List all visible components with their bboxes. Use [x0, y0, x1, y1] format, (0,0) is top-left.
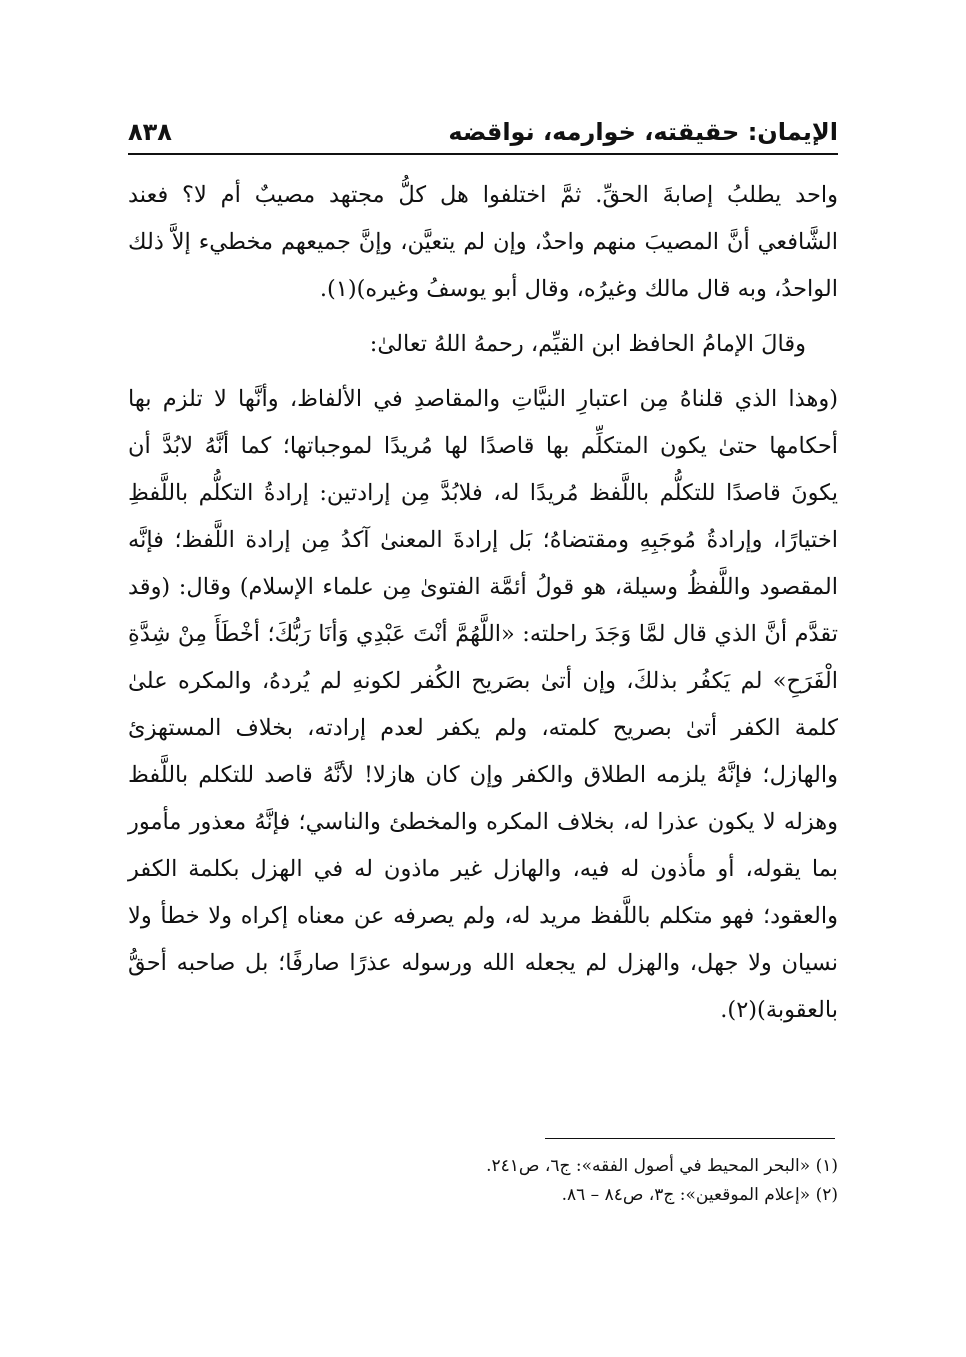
footnote-1: (١) «البحر المحيط في أصول الفقه»: ج٦، ص٢٤١. — [486, 1156, 838, 1176]
running-title: الإيمان: حقيقته، خوارمه، نواقضه — [448, 118, 838, 146]
running-header — [128, 112, 838, 152]
footnote-2: (٢) «إعلام الموقعين»: ج٣، ص٨٤ – ٨٦. — [561, 1185, 838, 1205]
paragraph-intro: وقالَ الإمامُ الحافظ ابن القيِّم، رحمهُ اللهُ تعالىٰ: — [369, 331, 806, 357]
header-divider — [128, 153, 838, 155]
paragraph-quotation: (وهذا الذي قلناهُ مِن اعتبارِ النيَّاتِ والمقاصدِ في الألفاظ، وأنَّها لا تلزم بها أحكامها حتىٰ يكون المتكلِّم بها قاصدًا لها مُريدًا لموجباتها؛ كما أنَّهُ لابُدَّ أن يكونَ قاصدًا للتكلُّم باللَّفظ مُريدًا له، فلابُدَّ مِن إرادتين: إرادةُ التكلُّم باللَّفظِ اختيارًا، وإرادةُ مُوجَبِهِ ومقتضاهُ؛ بَل إرادةَ المعنىٰ آكدُ مِن إرادة اللَّفظ؛ فإنَّه المقصود واللَّفظُ وسيلة، هو قولُ أئمَّة الفتوىٰ مِن علماء الإسلام) وقال: (وقد تقدَّم أنَّ الذي قال لمَّا وَجَدَ راحلته: «اللَّهُمَّ أنْتَ عَبْدِي وَأنَا رَبُّكَ؛ أخْطَأَ مِنْ شِدَّةِ الْفَرَحِ» لم يَكفُر بذلكَ، وإن أتىٰ بصَريح الكُفر لكونهِ لم يُردهُ، والمكره علىٰ كلمة الكفر أتىٰ بصريح كلمته، ولم يكفر لعدم إرادته، بخلاف المستهزئ والهازل؛ فإنَّهُ يلزمه الطلاق والكفر وإن كان هازلا! لأنَّهُ قاصد للتكلم باللَّفظ وهزله لا يكون عذرا له، بخلاف المكره والمخطئ والناسي؛ فإنَّهُ معذور مأمور بما يقوله، أو مأذون له فيه، والهازل غير ماذون له في الهزل بكلمة الكفر والعقود؛ فهو متكلم باللَّفظ مريد له، ولم يصرفه عن معناه إكراه ولا خطأ ولا نسيان ولا جهل، والهزل لم يجعله الله ورسوله عذرًا صارفًا؛ بل صاحبه أحقُّ بالعقوبة)(٢). — [128, 386, 838, 1023]
paragraph-continuation: واحد يطلبُ إصابةَ الحقِّ. ثمَّ اختلفوا هل كلُّ مجتهد مصيبٌ أم لا؟ فعند الشَّافعي أنَّ المصيبَ منهم واحدٌ، وإن لم يتعيَّن، وإنَّ جميعهم مخطيء إلاَّ ذلك الواحدُ، وبه قال مالك وغيرُه، وقال أبو يوسفُ وغيره)(١). — [128, 182, 838, 302]
footnotes — [128, 1152, 838, 1210]
page-number: ٨٣٨ — [128, 118, 172, 146]
footnote-divider — [545, 1138, 835, 1139]
main-text — [128, 172, 838, 1042]
